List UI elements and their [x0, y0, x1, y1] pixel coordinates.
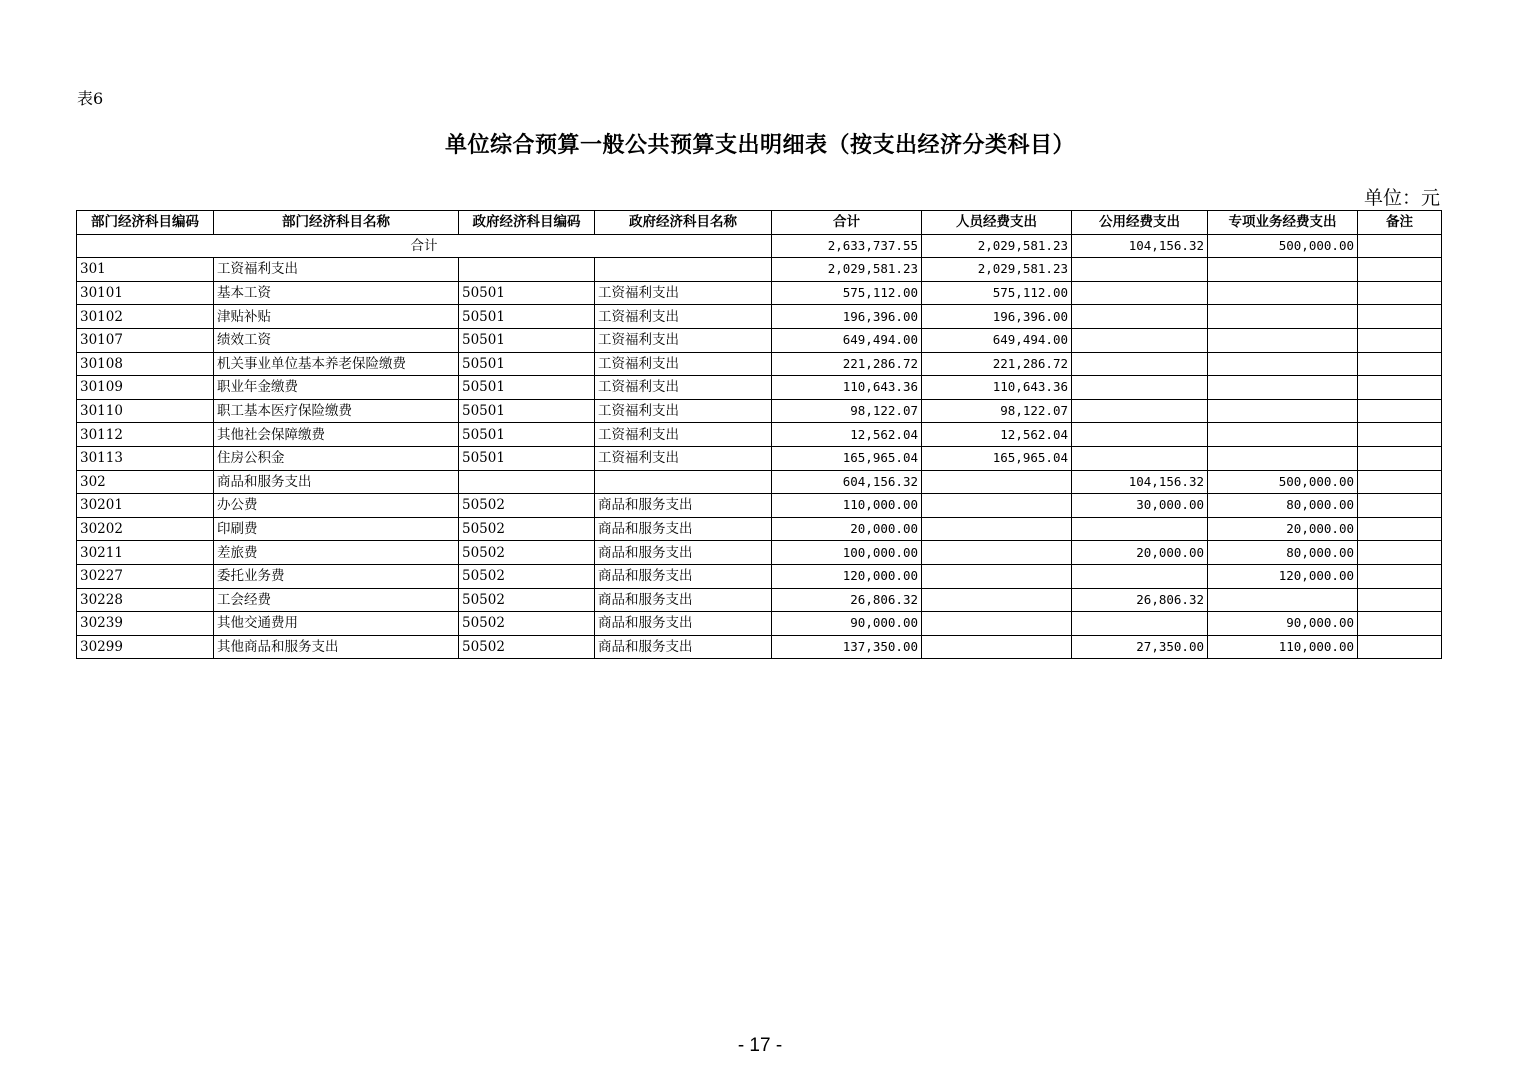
- cell-dept-name: 职工基本医疗保险缴费: [214, 399, 459, 423]
- table-group-row: [77, 470, 1442, 494]
- cell-dept-code: 30202: [77, 517, 214, 541]
- cell-sum: 137,350.00: [772, 635, 922, 659]
- cell-special: [1208, 352, 1358, 376]
- cell-dept-name: 绩效工资: [214, 328, 459, 352]
- cell-public: [1072, 352, 1208, 376]
- header-personnel: 人员经费支出: [922, 211, 1072, 235]
- cell-sum: 120,000.00: [772, 564, 922, 588]
- table-row: [77, 423, 1442, 447]
- cell-dept-code: 30112: [77, 423, 214, 447]
- header-special: 专项业务经费支出: [1208, 211, 1358, 235]
- total-sum: 2,633,737.55: [772, 234, 922, 258]
- cell-special: [1208, 328, 1358, 352]
- header-dept-name: 部门经济科目名称: [214, 211, 459, 235]
- cell-gov-name: 工资福利支出: [595, 423, 772, 447]
- cell-public: [1072, 281, 1208, 305]
- cell-remark: [1358, 517, 1442, 541]
- table-row: [77, 328, 1442, 352]
- cell-sum: 110,643.36: [772, 376, 922, 400]
- table-label: 表6: [77, 89, 104, 108]
- cell-public: [1072, 305, 1208, 329]
- cell-special: 120,000.00: [1208, 564, 1358, 588]
- cell-personnel: 649,494.00: [922, 328, 1072, 352]
- cell-sum: 12,562.04: [772, 423, 922, 447]
- cell-sum: 575,112.00: [772, 281, 922, 305]
- cell-special: [1208, 258, 1358, 282]
- cell-sum: 90,000.00: [772, 612, 922, 636]
- cell-special: [1208, 399, 1358, 423]
- cell-sum: 649,494.00: [772, 328, 922, 352]
- cell-personnel: 98,122.07: [922, 399, 1072, 423]
- cell-dept-name: 委托业务费: [214, 564, 459, 588]
- cell-gov-code: 50501: [459, 423, 595, 447]
- cell-gov-code: 50502: [459, 541, 595, 565]
- cell-dept-name: 津贴补贴: [214, 305, 459, 329]
- header-gov-code: 政府经济科目编码: [459, 211, 595, 235]
- cell-personnel: [922, 541, 1072, 565]
- cell-special: 20,000.00: [1208, 517, 1358, 541]
- cell-public: [1072, 328, 1208, 352]
- cell-gov-code: 50501: [459, 352, 595, 376]
- cell-gov-code: 50501: [459, 376, 595, 400]
- cell-remark: [1358, 541, 1442, 565]
- cell-remark: [1358, 494, 1442, 518]
- cell-dept-code: 30102: [77, 305, 214, 329]
- table-row: [77, 376, 1442, 400]
- cell-remark: [1358, 352, 1442, 376]
- table-row: [77, 281, 1442, 305]
- cell-special: [1208, 423, 1358, 447]
- cell-remark: [1358, 376, 1442, 400]
- cell-public: [1072, 258, 1208, 282]
- cell-dept-code: 30201: [77, 494, 214, 518]
- cell-gov-name: 商品和服务支出: [595, 635, 772, 659]
- cell-remark: [1358, 305, 1442, 329]
- cell-special: [1208, 588, 1358, 612]
- cell-sum: 221,286.72: [772, 352, 922, 376]
- cell-dept-name: 住房公积金: [214, 446, 459, 470]
- cell-gov-code: 50501: [459, 446, 595, 470]
- cell-gov-name: 工资福利支出: [595, 328, 772, 352]
- cell-personnel: [922, 588, 1072, 612]
- cell-sum: 2,029,581.23: [772, 258, 922, 282]
- cell-dept-code: 30239: [77, 612, 214, 636]
- cell-dept-name: 办公费: [214, 494, 459, 518]
- table-row: [77, 564, 1442, 588]
- cell-sum: 604,156.32: [772, 470, 922, 494]
- cell-public: 27,350.00: [1072, 635, 1208, 659]
- cell-dept-name: 基本工资: [214, 281, 459, 305]
- expenditure-table: [76, 210, 1442, 659]
- table-row: [77, 352, 1442, 376]
- cell-gov-code: 50501: [459, 399, 595, 423]
- cell-dept-name: 其他交通费用: [214, 612, 459, 636]
- cell-gov-code: [459, 470, 595, 494]
- total-row: [77, 234, 1442, 258]
- cell-public: 30,000.00: [1072, 494, 1208, 518]
- table-row: [77, 305, 1442, 329]
- cell-gov-code: 50501: [459, 281, 595, 305]
- table-row: [77, 399, 1442, 423]
- cell-personnel: [922, 494, 1072, 518]
- cell-special: 90,000.00: [1208, 612, 1358, 636]
- header-gov-name: 政府经济科目名称: [595, 211, 772, 235]
- cell-sum: 165,965.04: [772, 446, 922, 470]
- cell-gov-name: 商品和服务支出: [595, 588, 772, 612]
- cell-dept-name: 机关事业单位基本养老保险缴费: [214, 352, 459, 376]
- cell-dept-code: 30113: [77, 446, 214, 470]
- cell-personnel: [922, 470, 1072, 494]
- table-row: [77, 494, 1442, 518]
- cell-public: [1072, 564, 1208, 588]
- cell-gov-name: [595, 470, 772, 494]
- cell-remark: [1358, 258, 1442, 282]
- cell-gov-name: 工资福利支出: [595, 446, 772, 470]
- cell-dept-name: 商品和服务支出: [214, 470, 459, 494]
- cell-public: [1072, 376, 1208, 400]
- table-group-row: [77, 258, 1442, 282]
- cell-gov-name: [595, 258, 772, 282]
- cell-dept-code: 30107: [77, 328, 214, 352]
- cell-gov-name: 工资福利支出: [595, 281, 772, 305]
- cell-special: 500,000.00: [1208, 470, 1358, 494]
- cell-gov-code: [459, 258, 595, 282]
- cell-gov-code: 50502: [459, 564, 595, 588]
- cell-special: 80,000.00: [1208, 494, 1358, 518]
- cell-public: [1072, 446, 1208, 470]
- cell-gov-name: 工资福利支出: [595, 305, 772, 329]
- header-remark: 备注: [1358, 211, 1442, 235]
- cell-remark: [1358, 635, 1442, 659]
- table-row: [77, 446, 1442, 470]
- cell-dept-code: 30228: [77, 588, 214, 612]
- cell-special: 110,000.00: [1208, 635, 1358, 659]
- cell-personnel: 12,562.04: [922, 423, 1072, 447]
- cell-dept-name: 工资福利支出: [214, 258, 459, 282]
- cell-sum: 196,396.00: [772, 305, 922, 329]
- total-public: 104,156.32: [1072, 234, 1208, 258]
- cell-sum: 26,806.32: [772, 588, 922, 612]
- table-row: [77, 635, 1442, 659]
- cell-personnel: 165,965.04: [922, 446, 1072, 470]
- table-row: [77, 612, 1442, 636]
- total-personnel: 2,029,581.23: [922, 234, 1072, 258]
- cell-personnel: [922, 635, 1072, 659]
- cell-personnel: 221,286.72: [922, 352, 1072, 376]
- cell-special: [1208, 376, 1358, 400]
- cell-dept-code: 30109: [77, 376, 214, 400]
- cell-gov-name: 工资福利支出: [595, 352, 772, 376]
- cell-remark: [1358, 423, 1442, 447]
- cell-gov-name: 商品和服务支出: [595, 612, 772, 636]
- cell-public: [1072, 399, 1208, 423]
- total-remark: [1358, 234, 1442, 258]
- cell-special: [1208, 305, 1358, 329]
- cell-dept-name: 工会经费: [214, 588, 459, 612]
- cell-gov-code: 50502: [459, 588, 595, 612]
- cell-dept-code: 302: [77, 470, 214, 494]
- cell-personnel: 110,643.36: [922, 376, 1072, 400]
- page-number: - 17 -: [737, 1035, 783, 1056]
- cell-remark: [1358, 446, 1442, 470]
- cell-personnel: [922, 612, 1072, 636]
- cell-dept-code: 30110: [77, 399, 214, 423]
- cell-remark: [1358, 564, 1442, 588]
- cell-dept-code: 30211: [77, 541, 214, 565]
- cell-gov-name: 工资福利支出: [595, 376, 772, 400]
- cell-gov-name: 商品和服务支出: [595, 564, 772, 588]
- cell-special: 80,000.00: [1208, 541, 1358, 565]
- table-row: [77, 588, 1442, 612]
- cell-personnel: 2,029,581.23: [922, 258, 1072, 282]
- cell-public: 26,806.32: [1072, 588, 1208, 612]
- cell-gov-name: 商品和服务支出: [595, 517, 772, 541]
- cell-sum: 20,000.00: [772, 517, 922, 541]
- page-title: 单位综合预算一般公共预算支出明细表（按支出经济分类科目）: [444, 132, 1075, 158]
- table-row: [77, 541, 1442, 565]
- cell-remark: [1358, 588, 1442, 612]
- cell-public: [1072, 517, 1208, 541]
- cell-personnel: [922, 564, 1072, 588]
- cell-personnel: [922, 517, 1072, 541]
- cell-special: [1208, 446, 1358, 470]
- cell-sum: 98,122.07: [772, 399, 922, 423]
- cell-dept-code: 30227: [77, 564, 214, 588]
- total-special: 500,000.00: [1208, 234, 1358, 258]
- cell-public: [1072, 612, 1208, 636]
- cell-remark: [1358, 399, 1442, 423]
- cell-dept-code: 30108: [77, 352, 214, 376]
- cell-remark: [1358, 281, 1442, 305]
- cell-dept-code: 301: [77, 258, 214, 282]
- cell-gov-code: 50502: [459, 494, 595, 518]
- cell-dept-code: 30101: [77, 281, 214, 305]
- unit-label: 单位：元: [1363, 187, 1440, 209]
- cell-dept-name: 其他社会保障缴费: [214, 423, 459, 447]
- cell-sum: 100,000.00: [772, 541, 922, 565]
- cell-personnel: 575,112.00: [922, 281, 1072, 305]
- cell-gov-code: 50502: [459, 635, 595, 659]
- total-label: 合计: [77, 234, 772, 258]
- header-sum: 合计: [772, 211, 922, 235]
- cell-special: [1208, 281, 1358, 305]
- cell-gov-name: 商品和服务支出: [595, 494, 772, 518]
- header-public: 公用经费支出: [1072, 211, 1208, 235]
- cell-public: [1072, 423, 1208, 447]
- cell-gov-code: 50502: [459, 517, 595, 541]
- cell-remark: [1358, 470, 1442, 494]
- cell-gov-code: 50501: [459, 328, 595, 352]
- header-dept-code: 部门经济科目编码: [77, 211, 214, 235]
- cell-remark: [1358, 612, 1442, 636]
- cell-remark: [1358, 328, 1442, 352]
- cell-sum: 110,000.00: [772, 494, 922, 518]
- cell-dept-name: 其他商品和服务支出: [214, 635, 459, 659]
- cell-dept-code: 30299: [77, 635, 214, 659]
- cell-dept-name: 差旅费: [214, 541, 459, 565]
- cell-dept-name: 职业年金缴费: [214, 376, 459, 400]
- cell-dept-name: 印刷费: [214, 517, 459, 541]
- cell-public: 20,000.00: [1072, 541, 1208, 565]
- header-row: [77, 211, 1442, 235]
- cell-personnel: 196,396.00: [922, 305, 1072, 329]
- cell-public: 104,156.32: [1072, 470, 1208, 494]
- cell-gov-name: 工资福利支出: [595, 399, 772, 423]
- cell-gov-code: 50501: [459, 305, 595, 329]
- cell-gov-code: 50502: [459, 612, 595, 636]
- cell-gov-name: 商品和服务支出: [595, 541, 772, 565]
- table-row: [77, 517, 1442, 541]
